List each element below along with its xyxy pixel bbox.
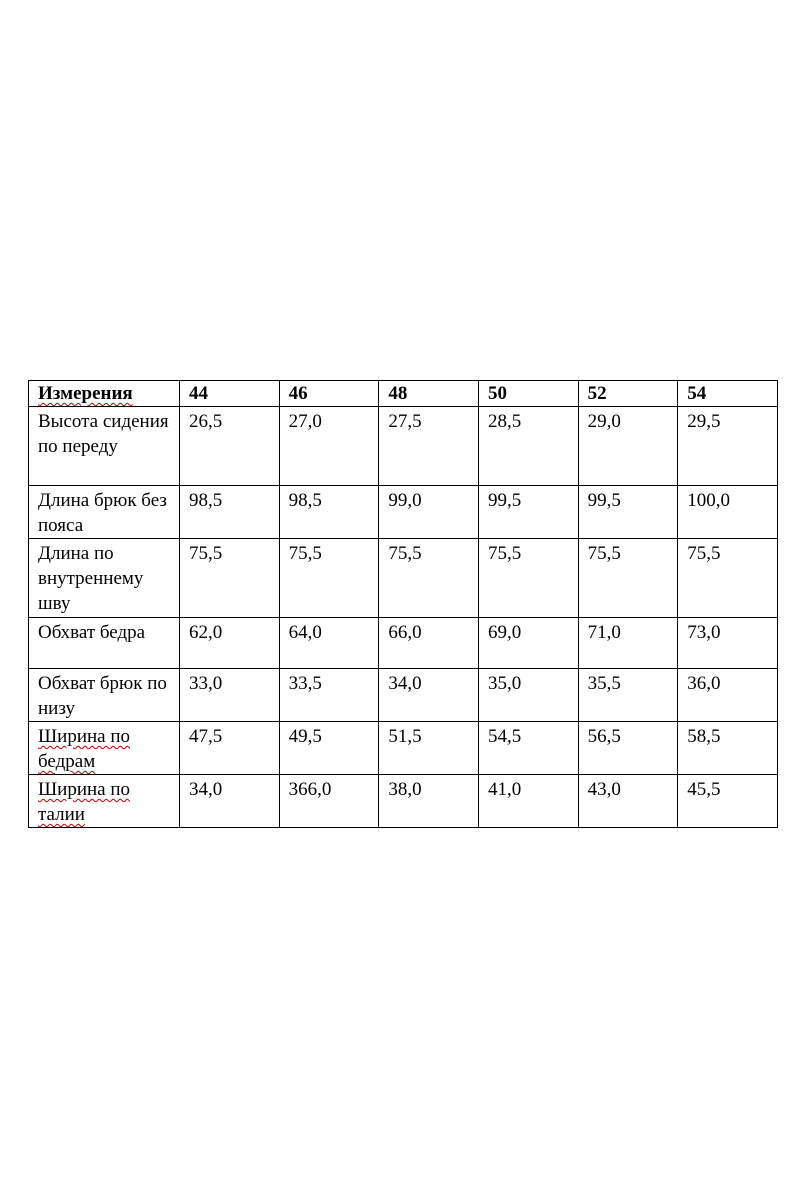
header-cell-size: 44: [180, 381, 280, 407]
value-cell: 75,5: [478, 539, 578, 618]
row-label-cell: Длина брюк без пояса: [29, 486, 180, 539]
value-cell: 35,0: [478, 669, 578, 722]
value-cell: 75,5: [279, 539, 379, 618]
value-cell: 51,5: [379, 722, 479, 775]
value-cell: 29,0: [578, 407, 678, 486]
size-chart-table: [28, 380, 778, 828]
value-cell: 33,0: [180, 669, 280, 722]
value-cell: 69,0: [478, 618, 578, 669]
value-cell: 36,0: [678, 669, 778, 722]
value-cell: 58,5: [678, 722, 778, 775]
row-label-cell: [29, 722, 180, 775]
value-cell: 47,5: [180, 722, 280, 775]
value-cell: 75,5: [379, 539, 479, 618]
row-label: Ширина по бедрам: [38, 726, 131, 772]
value-cell: 54,5: [478, 722, 578, 775]
value-cell: 366,0: [279, 775, 379, 828]
header-cell-size: 52: [578, 381, 678, 407]
table-row: [29, 775, 778, 828]
value-cell: 27,0: [279, 407, 379, 486]
header-cell-size: 50: [478, 381, 578, 407]
row-label-cell: Обхват брюк по низу: [29, 669, 180, 722]
header-cell-size: 54: [678, 381, 778, 407]
value-cell: 62,0: [180, 618, 280, 669]
row-label-cell: [29, 775, 180, 828]
value-cell: 34,0: [379, 669, 479, 722]
value-cell: 49,5: [279, 722, 379, 775]
value-cell: 71,0: [578, 618, 678, 669]
row-label: Ширина по талии: [38, 779, 131, 825]
table-row: [29, 486, 778, 539]
table-header-row: [29, 381, 778, 407]
table-row: [29, 722, 778, 775]
header-cell-size: 48: [379, 381, 479, 407]
value-cell: 35,5: [578, 669, 678, 722]
value-cell: 99,5: [578, 486, 678, 539]
table-row: [29, 539, 778, 618]
header-cell-size: 46: [279, 381, 379, 407]
value-cell: 28,5: [478, 407, 578, 486]
value-cell: 75,5: [578, 539, 678, 618]
value-cell: 75,5: [180, 539, 280, 618]
value-cell: 100,0: [678, 486, 778, 539]
row-label-cell: Длина по внутреннему шву: [29, 539, 180, 618]
value-cell: 45,5: [678, 775, 778, 828]
value-cell: 38,0: [379, 775, 479, 828]
value-cell: 75,5: [678, 539, 778, 618]
table-row: [29, 407, 778, 486]
value-cell: 27,5: [379, 407, 479, 486]
value-cell: 29,5: [678, 407, 778, 486]
value-cell: 56,5: [578, 722, 678, 775]
value-cell: 99,5: [478, 486, 578, 539]
value-cell: 41,0: [478, 775, 578, 828]
value-cell: 64,0: [279, 618, 379, 669]
value-cell: 98,5: [180, 486, 280, 539]
value-cell: 98,5: [279, 486, 379, 539]
value-cell: 66,0: [379, 618, 479, 669]
header-label: Измерения: [38, 383, 133, 404]
value-cell: 26,5: [180, 407, 280, 486]
value-cell: 43,0: [578, 775, 678, 828]
table-row: [29, 669, 778, 722]
row-label-cell: Обхват бедра: [29, 618, 180, 669]
row-label-cell: Высота сидения по переду: [29, 407, 180, 486]
value-cell: 99,0: [379, 486, 479, 539]
header-cell-measurements: [29, 381, 180, 407]
value-cell: 33,5: [279, 669, 379, 722]
value-cell: 73,0: [678, 618, 778, 669]
value-cell: 34,0: [180, 775, 280, 828]
table-row: [29, 618, 778, 669]
